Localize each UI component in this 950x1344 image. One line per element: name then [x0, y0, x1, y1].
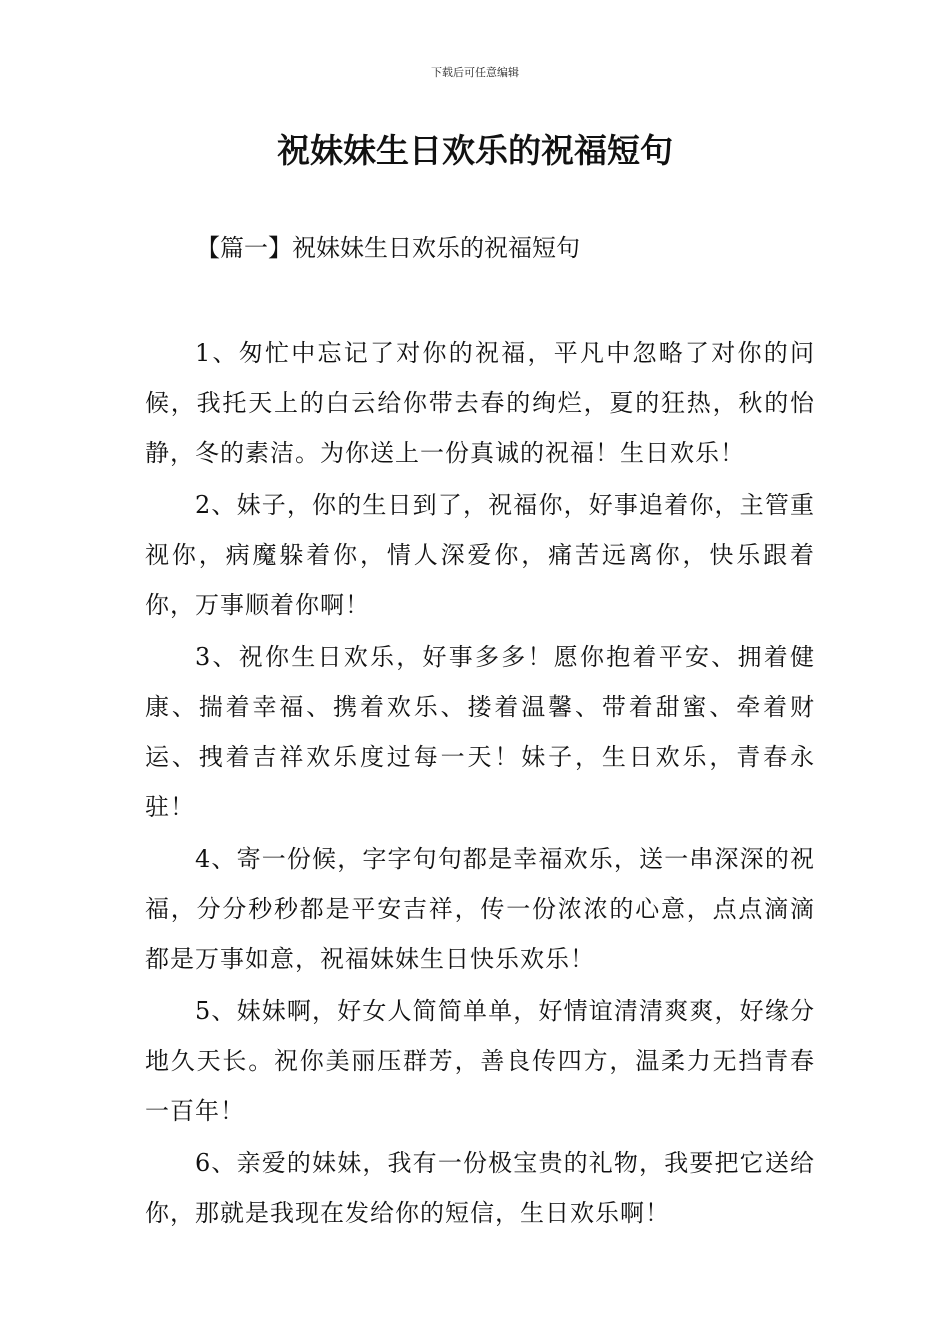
paragraph-4: 4、寄一份候，字字句句都是幸福欢乐，送一串深深的祝福，分分秒秒都是平安吉祥，传一份浓浓的心意，点点滴滴都是万事如意，祝福妹妹生日快乐欢乐！	[145, 845, 815, 973]
section-heading: 【篇一】祝妹妹生日欢乐的祝福短句	[196, 234, 580, 262]
paragraph-1: 1、匆忙中忘记了对你的祝福，平凡中忽略了对你的问候，我托天上的白云给你带去春的绚烂，夏的狂热，秋的怡静，冬的素洁。为你送上一份真诚的祝福！生日欢乐！	[145, 339, 815, 467]
paragraph-2: 2、妹子，你的生日到了，祝福你，好事追着你，主管重视你，病魔躲着你，情人深爱你，痛苦远离你，快乐跟着你，万事顺着你啊！	[145, 491, 815, 619]
paragraph-6: 6、亲爱的妹妹，我有一份极宝贵的礼物，我要把它送给你，那就是我现在发给你的短信，生日欢乐啊！	[145, 1149, 815, 1227]
header-note: 下载后可任意编辑	[431, 66, 519, 79]
document-body	[145, 328, 815, 1240]
paragraph-3: 3、祝你生日欢乐，好事多多！愿你抱着平安、拥着健康、揣着幸福、携着欢乐、搂着温馨、带着甜蜜、牵着财运、拽着吉祥欢乐度过每一天！妹子，生日欢乐，青春永驻！	[145, 643, 815, 821]
paragraph-5: 5、妹妹啊，好女人简简单单，好情谊清清爽爽，好缘分地久天长。祝你美丽压群芳，善良传四方，温柔力无挡青春一百年！	[145, 997, 815, 1125]
document-title: 祝妹妹生日欢乐的祝福短句	[277, 131, 673, 170]
